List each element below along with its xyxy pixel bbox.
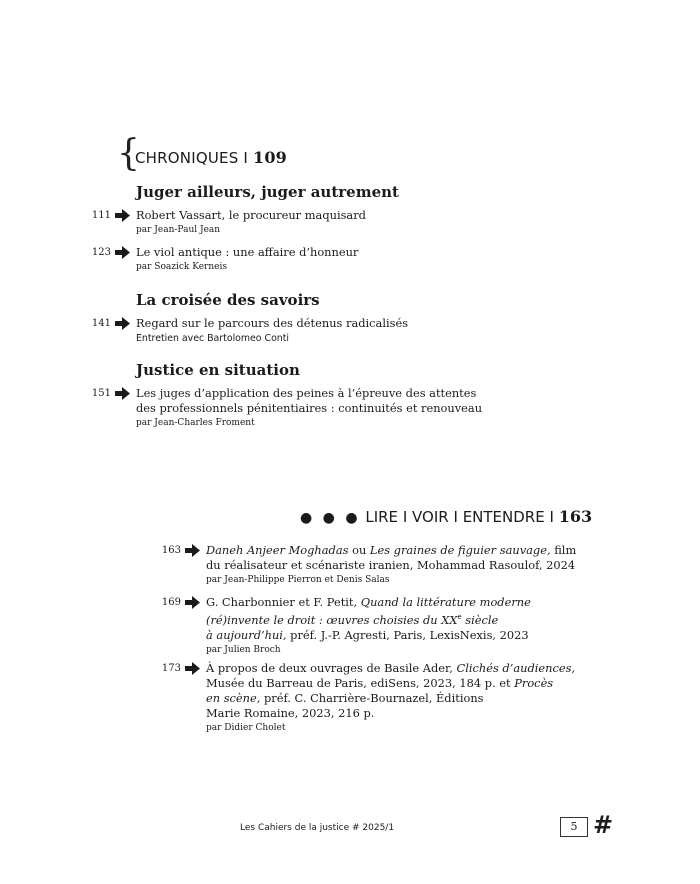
- entry-title-line: du réalisateur et scénariste iranien, Mohammad Rasoulof, 2024: [206, 558, 576, 572]
- entry-author: par Jean-Philippe Pierron et Denis Salas: [206, 575, 390, 585]
- category-title: Juger ailleurs, juger autrement: [136, 183, 399, 201]
- work-title: Les graines de figuier sauvage,: [369, 543, 551, 557]
- entry-title-line: Les juges d’application des peines à l’épreuve des attentes: [136, 386, 477, 400]
- entry-page: 169: [161, 597, 181, 608]
- entry-title-line: [206, 661, 606, 676]
- section-title: [135, 149, 287, 167]
- section-page: 163: [558, 507, 593, 526]
- work-title: Daneh Anjeer Moghadas: [206, 543, 349, 557]
- section-header-lire: [300, 508, 592, 527]
- dots-ornament: ● ● ●: [300, 510, 361, 526]
- arrow-right-icon: [185, 662, 200, 675]
- separator: I: [402, 508, 408, 526]
- separator: I: [243, 149, 249, 167]
- arrow-right-icon: [115, 246, 130, 259]
- category-title: Justice en situation: [136, 361, 300, 379]
- entry-title-line: [206, 610, 606, 628]
- arrow-right-icon: [115, 317, 130, 330]
- hash-logo: #: [593, 810, 614, 839]
- section-word: LIRE: [365, 508, 399, 526]
- category-title: La croisée des savoirs: [136, 291, 320, 309]
- footer-journal: Les Cahiers de la justice # 2025/1: [240, 823, 395, 833]
- entry-author: par Julien Broch: [206, 644, 281, 655]
- section-word: ENTENDRE: [462, 508, 545, 526]
- entry-title-line: [206, 676, 606, 691]
- text: film: [550, 543, 577, 557]
- entry-title-line: Marie Romaine, 2023, 216 p.: [206, 706, 375, 720]
- page-number: 5: [560, 817, 588, 837]
- text: À propos de deux ouvrages de Basile Ader,: [206, 661, 457, 675]
- entry-title: Regard sur le parcours des détenus radicalisés: [136, 316, 409, 330]
- text: ou: [348, 543, 370, 557]
- entry-author: par Jean-Charles Froment: [136, 418, 255, 428]
- arrow-right-icon: [185, 596, 200, 609]
- section-word: VOIR: [412, 508, 449, 526]
- entry-title-line: [206, 595, 606, 610]
- entry-title: Le viol antique : une affaire d’honneur: [136, 245, 359, 259]
- text: Musée du Barreau de Paris, ediSens, 2023, 184 p. et: [206, 676, 515, 690]
- entry-title-line: des professionnels pénitentiaires : continuités et renouveau: [136, 401, 483, 415]
- entry-author: par Jean-Paul Jean: [136, 225, 221, 235]
- text: G. Charbonnier et F. Petit,: [206, 595, 361, 609]
- entry-author: par Soazick Kerneis: [136, 262, 227, 272]
- work-title: siècle: [461, 612, 499, 627]
- entry-title: Robert Vassart, le procureur maquisard: [136, 208, 366, 222]
- work-title: Quand la littérature moderne: [360, 595, 531, 609]
- section-title-text: CHRONIQUES: [135, 149, 239, 167]
- entry-title-line: [206, 543, 606, 558]
- entry-page: 151: [91, 388, 111, 399]
- separator: I: [453, 508, 458, 526]
- entry-page: 111: [91, 210, 111, 221]
- arrow-right-icon: [115, 209, 130, 222]
- curly-brace-icon: {: [117, 133, 140, 174]
- arrow-right-icon: [185, 544, 200, 557]
- entry-page: 173: [161, 663, 181, 674]
- arrow-right-icon: [115, 387, 130, 400]
- work-title: en scène,: [206, 691, 261, 705]
- section-page: 109: [252, 148, 287, 167]
- entry-author: par Didier Cholet: [206, 723, 286, 733]
- text: préf. J.-P. Agresti, Paris, LexisNexis, 2023: [286, 627, 529, 642]
- separator: I: [549, 508, 554, 526]
- work-title: (ré)invente le droit : œuvres choisies du XX: [206, 612, 458, 627]
- text: préf. C. Charrière-Bournazel, Éditions: [260, 691, 484, 705]
- entry-page: 163: [161, 545, 181, 556]
- entry-author: Entretien avec Bartolomeo Conti: [136, 333, 290, 344]
- entry-title-line: [206, 691, 606, 706]
- superscript: e: [457, 613, 462, 621]
- entry-title-line: [206, 628, 606, 643]
- work-title: Procès: [514, 676, 554, 690]
- entry-page: 141: [91, 318, 111, 329]
- entry-page: 123: [91, 247, 111, 258]
- work-title: Clichés d’audiences,: [456, 661, 576, 675]
- work-title: à aujourd’hui,: [206, 627, 287, 642]
